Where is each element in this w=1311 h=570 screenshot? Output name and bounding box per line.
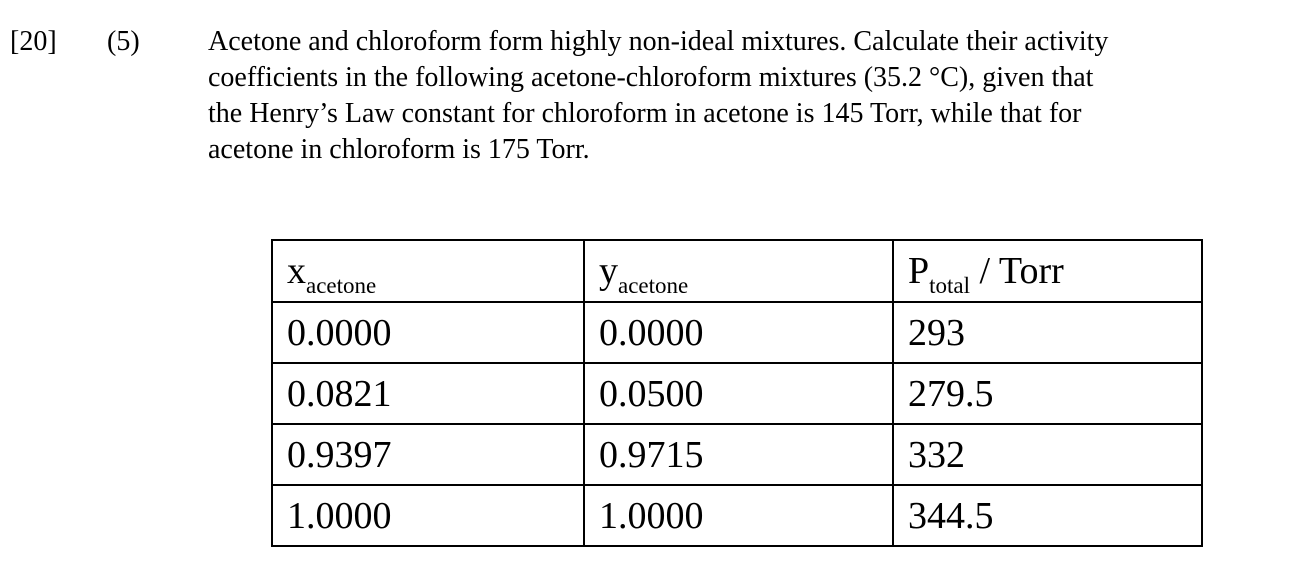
header-p-total: [893, 240, 1202, 302]
cell-y-acetone: 0.0000: [584, 302, 893, 363]
header-subscript: acetone: [618, 273, 689, 298]
cell-p-total: 344.5: [893, 485, 1202, 546]
cell-p-total: 332: [893, 424, 1202, 485]
cell-y-acetone: 0.0500: [584, 363, 893, 424]
header-subscript: acetone: [306, 273, 377, 298]
header-symbol: x: [287, 250, 306, 292]
question-text: [208, 24, 1293, 168]
table-row: [272, 302, 1202, 363]
cell-p-total: 279.5: [893, 363, 1202, 424]
header-y-acetone: [584, 240, 893, 302]
question-line-2: coefficients in the following acetone-chloroform mixtures (35.2 °C), given that: [208, 62, 1094, 93]
header-symbol: P: [908, 250, 930, 292]
cell-p-total: 293: [893, 302, 1202, 363]
table-row: [272, 363, 1202, 424]
header-x-acetone: [272, 240, 584, 302]
header-unit: / Torr: [970, 250, 1064, 292]
question-number: (5): [107, 26, 140, 57]
table-row: [272, 424, 1202, 485]
cell-y-acetone: 0.9715: [584, 424, 893, 485]
header-subscript: total: [929, 273, 971, 298]
cell-y-acetone: 1.0000: [584, 485, 893, 546]
question-line-1: Acetone and chloroform form highly non-ideal mixtures. Calculate their activity: [208, 26, 1109, 57]
question-line-4: acetone in chloroform is 175 Torr.: [208, 134, 590, 165]
cell-x-acetone: 0.9397: [272, 424, 584, 485]
header-symbol: y: [599, 250, 618, 292]
point-value: [20]: [10, 26, 57, 57]
data-table: [271, 239, 1203, 547]
question-line-3: the Henry’s Law constant for chloroform in acetone is 145 Torr, while that for: [208, 98, 1082, 129]
table-row: [272, 485, 1202, 546]
cell-x-acetone: 0.0821: [272, 363, 584, 424]
table-header-row: [272, 240, 1202, 302]
cell-x-acetone: 0.0000: [272, 302, 584, 363]
cell-x-acetone: 1.0000: [272, 485, 584, 546]
